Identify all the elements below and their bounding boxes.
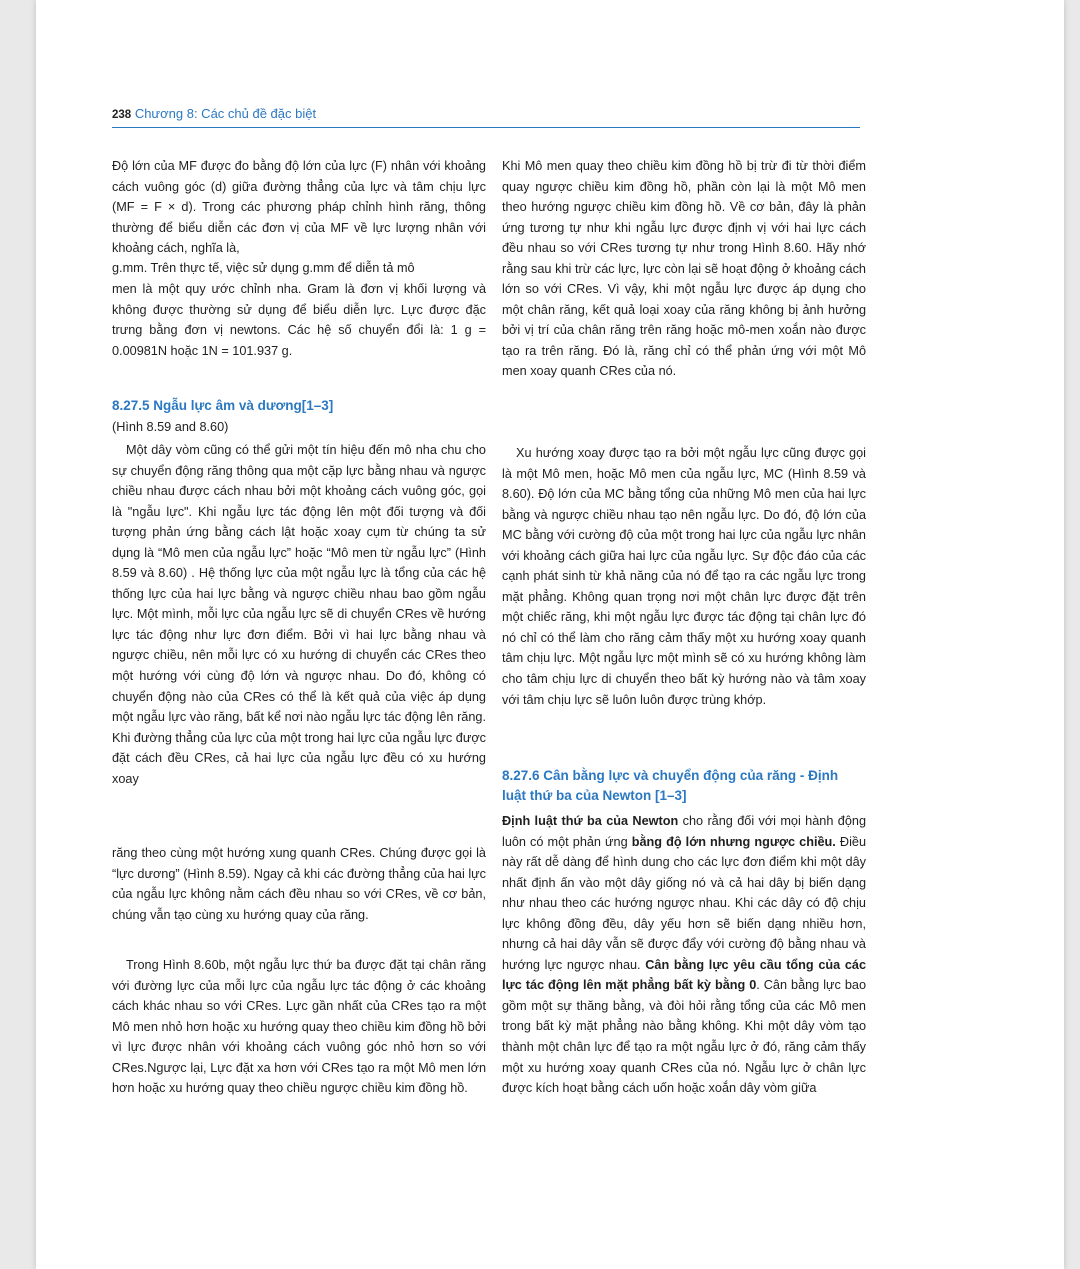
section-heading-8-27-6: 8.27.6 Cân bằng lực và chuyển động của răng - Định luật thứ ba của Newton [1–3] <box>502 768 839 803</box>
right-para-clockwise-moment: Khi Mô men quay theo chiều kim đồng hồ bị trừ đi từ thời điểm quay ngược chiều kim đồng hồ, phần còn lại là một Mô men theo hướng ngược chiều kim đồng hồ. Về cơ bản, đây là phản ứng tương tự như khi ngẫu lực được định vị với hai lực cách đều nhau so với CRes tương tự như trong Hình 8.60. Hãy nhớ rằng sau khi trừ các lực, lực còn lại sẽ hoạt động ở khoảng cách lớn so với CRes. Vì vậy, khi một ngẫu lực được áp dụng cho một chân răng, kết quả loại xoay của răng không bị ảnh hưởng bởi vị trí của chân răng trên răng hoặc mô-men xoắn nào được tạo ra trên răng. Đó là, răng chỉ có thể phản ứng với một Mô men xoay quanh CRes của nó. <box>502 159 866 379</box>
figure-reference-note: (Hình 8.59 and 8.60) <box>112 420 229 434</box>
chapter-title: Chương 8: Các chủ đề đặc biệt <box>134 106 317 121</box>
left-para-couple: Một dây vòm cũng có thể gửi một tín hiệu đến mô nha chu cho sự chuyển động răng thông qua một cặp lực bằng nhau và ngược chiều nhau được cách nhau bởi một khoảng cách vuông góc, gọi là "ngẫu lực". Khi ngẫu lực tác động lên một đối tượng và đối tượng phản ứng bằng cách lật hoặc xoay cụm từ chúng ta sử dụng là “Mô men của ngẫu lực” hoặc “Mô men từ ngẫu lực” (Hình 8.59 và 8.60) . Hệ thống lực của một ngẫu lực là tổng của các hệ thống lực của hai lực bằng và ngược chiều nhau bao gồm ngẫu lực. Một mình, mỗi lực của ngẫu lực sẽ di chuyển CRes về hướng lực tác động như lực đơn điểm. Bởi vì hai lực bằng nhau và ngược chiều, nên mỗi lực có xu hướng di chuyển các CRes theo một hướng với cùng độ lớn và ngược nhau. Do đó, không có chuyển động nào của CRes có thể là kết quả của việc áp dụng một ngẫu lực vào răng, bất kể nơi nào ngẫu lực tác động lên răng. Khi đường thẳng của lực của một trong hai lực của ngẫu lực được đặt cách đều CRes, cả hai lực của ngẫu lực đều có xu hướng xoay <box>112 443 486 786</box>
running-header <box>112 106 860 128</box>
left-para-figure-8-60b: Trong Hình 8.60b, một ngẫu lực thứ ba được đặt tại chân răng với đường lực của mỗi lực của ngẫu lực tác động ở các khoảng cách khác nhau so với CRes. Lực gần nhất của CRes tạo ra một Mô men nhỏ hơn hoặc xu hướng quay theo chiều kim đồng hồ bởi vì lực được nhân với khoảng cách vuông góc nhỏ hơn so với CRes.Ngược lại, Lực đặt xa hơn với CRes tạo ra một Mô men lớn hơn hoặc xu hướng quay theo chiều ngược chiều kim đồng hồ. <box>112 958 486 1096</box>
right-para-newton-third-law: Định luật thứ ba của Newton cho rằng đối với mọi hành động luôn có một phản ứng bằng độ lớn nhưng ngược chiều. Điều này rất dễ dàng để hình dung cho các lực đơn điểm khi một dây nhất định ấn vào một dây giống nó và cả hai dây bị biến dạng như nhau theo các hướng ngược nhau. Khi các dây có độ chịu lực không đồng đều, dây yếu hơn sẽ biến dạng nhiều hơn, nhưng cả hai dây vẫn sẽ được đẩy với cường độ bằng nhau và hướng lực ngược nhau. Cân bằng lực yêu cầu tổng của các lực tác động lên mặt phẳng bất kỳ bằng 0. Cân bằng lực bao gồm một sự thăng bằng, và đòi hỏi rằng tổng của các Mô men trong bất kỳ mặt phẳng nào bằng không. Khi một dây vòm tạo thành một chân lực để tạo ra một ngẫu lực ở đó, răng cảm thấy một xu hướng xoay quanh CRes của nó. Ngẫu lực ở chân lực được kích hoạt bằng cách uốn hoặc xoắn dây vòm giữa <box>502 814 866 1096</box>
page-number: 238 <box>112 109 132 121</box>
left-para-gmm: g.mm. Trên thực tế, việc sử dụng g.mm để diễn tả mô <box>112 261 415 275</box>
right-para-moment-of-couple: Xu hướng xoay được tạo ra bởi một ngẫu lực cũng được gọi là một Mô men, hoặc Mô men của ngẫu lực, MC (Hình 8.59 và 8.60). Độ lớn của MC bằng tổng của những Mô men của hai lực bằng và ngược chiều nhau tạo nên ngẫu lực. Do đó, độ lớn của MC bằng với cường độ của một trong hai lực của ngẫu lực nhân với khoảng cách giữa hai lực của ngẫu lực. Sự độc đáo của các cạnh phát sinh từ khả năng của nó để tạo ra các ngẫu lực trong mặt phẳng. Không quan trọng nơi một chân lực được đặt trên một chiếc răng, khi một ngẫu lực được tác động tại chân lực đó nó chỉ có thể làm cho răng cảm thấy một xu hướng xoay quanh tâm chịu lực. Một ngẫu lực một mình sẽ có xu hướng không làm cho tâm chịu lực di chuyển theo bất kỳ hướng nào và tâm xoay với tâm chịu lực sẽ luôn luôn được trùng khớp. <box>502 446 866 707</box>
left-para-mf-magnitude: Độ lớn của MF được đo bằng độ lớn của lực (F) nhân với khoảng cách vuông góc (d) giữa đường thẳng của lực và tâm chịu lực (MF = F × d). Trong các phương pháp chỉnh hình răng, thông thường để biểu diễn các đơn vị của MF về lực lượng nhân với khoảng cách, nghĩa là, <box>112 159 486 256</box>
left-para-newtons: men là một quy ước chỉnh nha. Gram là đơn vị khối lượng và không được thường sử dụng để biểu diễn lực. Lực được đặc trưng bằng đơn vị newtons. Các hệ số chuyển đổi là: 1 g = 0.00981N hoặc 1N = 101.937 g. <box>112 282 486 358</box>
left-para-positive-couple: răng theo cùng một hướng xung quanh CRes. Chúng được gọi là “lực dương” (Hình 8.59). Ngay cả khi các đường thẳng của hai lực của ngẫu lực không nằm cách đều nhau so với CRes, về cơ bản, chúng vẫn tạo cùng xu hướng quay của răng. <box>112 846 486 922</box>
section-heading-8-27-5: 8.27.5 Ngẫu lực âm và dương[1–3] <box>112 398 334 413</box>
